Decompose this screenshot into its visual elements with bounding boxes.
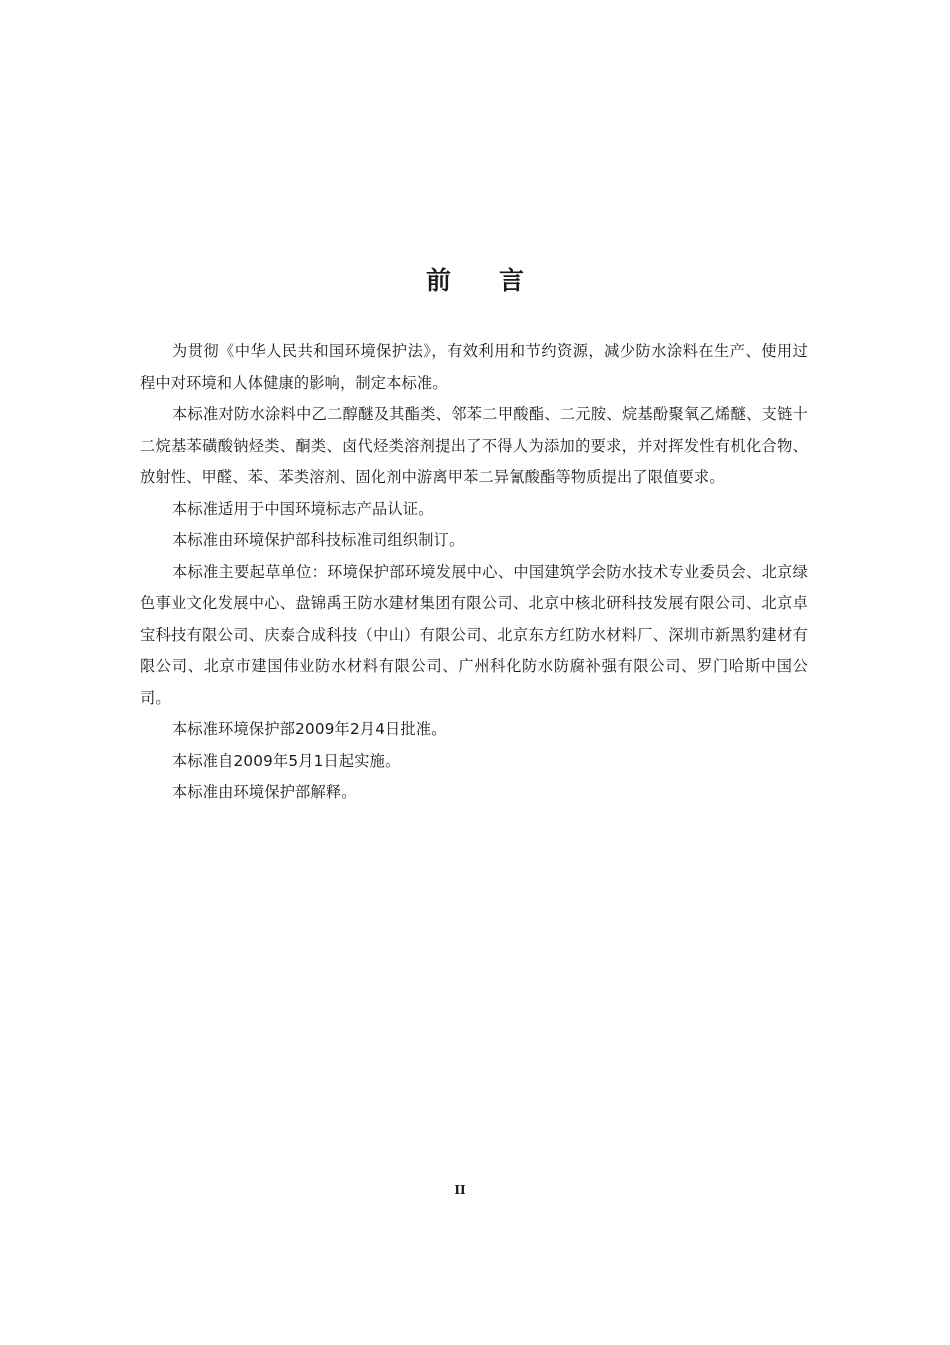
document-body [140,336,808,809]
paragraph-drafting-units: 本标准主要起草单位：环境保护部环境发展中心、中国建筑学会防水技术专业委员会、北京绿色事业文化发展中心、盘锦禹王防水建材集团有限公司、北京中核北研科技发展有限公司、北京卓宝科技有限公司、庆泰合成科技（中山）有限公司、北京东方红防水材料厂、深圳市新黑豹建材有限公司、北京市建国伟业防水材料有限公司、广州科化防水防腐补强有限公司、罗门哈斯中国公司。 [140,562,808,707]
paragraph-purpose: 为贯彻《中华人民共和国环境保护法》，有效利用和节约资源，减少防水涂料在生产、使用过程中对环境和人体健康的影响，制定本标准。 [140,342,808,392]
paragraph-requirements: 本标准对防水涂料中乙二醇醚及其酯类、邻苯二甲酸酯、二元胺、烷基酚聚氧乙烯醚、支链十二烷基苯磺酸钠烃类、酮类、卤代烃类溶剂提出了不得人为添加的要求，并对挥发性有机化合物、放射性、甲醛、苯、苯类溶剂、固化剂中游离甲苯二异氰酸酯等物质提出了限值要求。 [140,405,808,486]
page-number: II [454,1183,466,1197]
paragraph-organizer: 本标准由环境保护部科技标准司组织制订。 [172,531,465,549]
paragraph-interpretation: 本标准由环境保护部解释。 [172,783,357,801]
paragraph-scope: 本标准适用于中国环境标志产品认证。 [172,499,434,518]
paragraph-approval-date: 本标准环境保护部2009年2月4日批准。 [172,720,447,738]
page-title: 前言 [425,265,572,295]
paragraph-effective-date: 本标准自2009年5月1日起实施。 [172,751,401,770]
